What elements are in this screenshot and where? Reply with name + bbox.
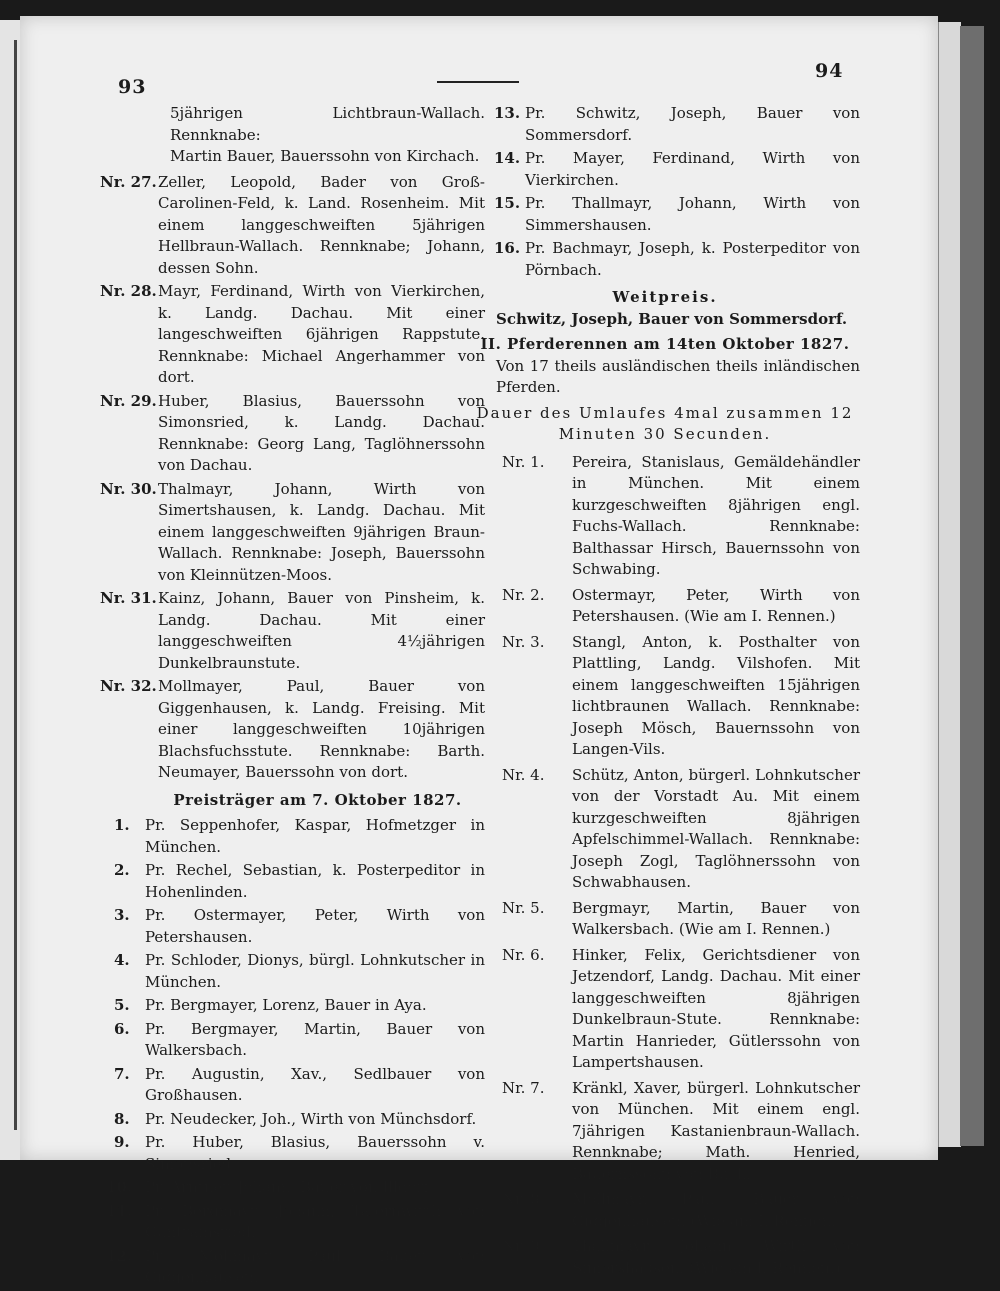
entry-label: Nr. 28. (100, 282, 157, 300)
entry-label: Nr. 29. (100, 391, 157, 410)
prize-label: 16. (494, 239, 521, 257)
prize-label: 6. (114, 1019, 130, 1038)
race-subheading: Von 17 theils ausländischen theils inländischen Pferden. (496, 356, 860, 396)
entry-text: Mayr, Ferdinand, Wirth von Vierkirchen, k. Landg. Dachau. Mit einer langeschweiften 6jährigen Rappstute. Rennknabe: Michael Angerhammer von dort. (158, 282, 485, 386)
page-number-right: 94 (815, 60, 844, 82)
entry-text: Ostermayr, Peter, Wirth von Petershausen. (Wie am I. Rennen.) (572, 585, 860, 625)
entry-text: Bergmayr, Martin, Bauer von Walkersbach. (Wie am I. Rennen.) (572, 898, 860, 938)
prize-10 (90, 1177, 485, 1199)
weitpreis-text: Schwitz, Joseph, Bauer von Sommersdorf. (496, 309, 848, 328)
prize-4 (90, 950, 485, 993)
prize-text: Pr. Schwitz, Joseph, Bauer von Sommersdorf. (525, 104, 860, 144)
page-stack-shadow (960, 26, 984, 1146)
entry-label: Nr. 9. (502, 1237, 545, 1255)
prize-text: Pr. Neudecker, Joh., Wirth von Münchsdorf. (145, 1109, 477, 1128)
entry-label: Nr. 2. (502, 585, 545, 604)
right-page-edge (938, 22, 961, 1147)
header-rule (437, 81, 519, 83)
entry-nr-30 (90, 479, 485, 587)
prize-label: 7. (114, 1064, 130, 1083)
prize-text: Pr. Rechel, Sebastian, k. Posterpeditor in Hohenlinden. (145, 861, 485, 901)
prize-label: 15. (494, 194, 521, 212)
prize-11 (90, 1201, 485, 1244)
entry-label: Nr. 31. (100, 589, 157, 607)
entry-label: Nr. 3. (502, 632, 545, 651)
prize-text: Pr. Bergmayer, Lorenz, Bauer in Aya. (145, 996, 427, 1014)
entry-text: Stangl, Anton, k. Posthalter von Plattling, Landg. Vilshofen. Mit einem langgeschweiften 15jährigen lichtbraunen Wallach. Rennknabe: Joseph Mösch, Bauernssohn von Langen-Vils. (572, 632, 860, 758)
entry-nr-27 (90, 172, 485, 280)
prize-text: Pr. Bergmayr, Johann, Tafernwirth von Guntramsried. (145, 1201, 485, 1241)
entry-label: Nr. 5. (502, 898, 545, 917)
prize-2 (90, 860, 485, 903)
entry-label: Nr. 30. (100, 479, 157, 498)
entry-nr-28 (90, 281, 485, 389)
prize-text: Pr. Thallmayr, Johann, Wirth von Simmershausen. (525, 194, 860, 234)
race-entry-6 (470, 945, 860, 1074)
entry-text: Thallmayr, Johann, Wirth von Simershausen. (Wie am I. Rennen.) (572, 1237, 860, 1277)
race-entry-7 (470, 1078, 860, 1186)
prize-8 (90, 1109, 485, 1131)
prize-label: 12. (106, 1246, 133, 1265)
race-entry-4 (470, 765, 860, 894)
prize-text: Pr. Mayer, Ferdinand, Wirth von Vierkirchen. (525, 149, 860, 189)
entry-text: Mollmayr, Paul, Bauer von Giggenhausen. (Wie am I. Rennen.) (572, 1190, 860, 1230)
prize-12 (90, 1246, 485, 1289)
prize-label: 11. (106, 1201, 133, 1220)
race-entry-3 (470, 632, 860, 761)
prize-16 (470, 238, 860, 281)
entry-text: Mollmayer, Paul, Bauer von Giggenhausen, k. Landg. Freising. Mit einer langgeschweiften 10jährigen Blachsfuchsstute. Rennknabe: Barth. Neumayer, Bauerssohn von dort. (158, 677, 485, 781)
prize-text: Pr. Ostermayer, Peter, Wirth von Petershausen. (145, 906, 485, 946)
weitpreis-heading: Weitpreis. (612, 288, 718, 306)
entry-text: Kainz, Johann, Bauer von Pinsheim, k. Landg. Dachau. Mit einer langgeschweiften 4½jährigen Dunkelbraunstute. (158, 589, 485, 672)
entry-text: Schütz, Anton, bürgerl. Lohnkutscher von der Vorstadt Au. Mit einem kurzgeschweiften 8jährigen Apfelschimmel-Wallach. Rennknabe: Joseph Zogl, Taglöhnerssohn von Schwabhausen. (572, 765, 860, 891)
prize-label: 9. (114, 1133, 130, 1151)
prize-text: Pr. Augustin, Xav., Sedlbauer von Großhausen. (145, 1064, 485, 1104)
prize-text: Pr. Mollmayr, Paul, Bauer von Giggenhausen. (145, 1246, 485, 1286)
prize-label: 4. (114, 951, 130, 969)
prize-text: Pr. Arntner, Johann, Bauer von Illdorf. (145, 1178, 434, 1196)
intro-line-1: 5jährigen Lichtbraun-Wallach. Rennknabe: (170, 104, 485, 144)
prize-3 (90, 905, 485, 948)
race-entry-8 (470, 1189, 860, 1232)
entry-text: Huber, Blasius, Bauerssohn von Simonsried, k. Landg. Dachau. Rennknabe: Georg Lang, Taglöhnerssohn von Dachau. (158, 391, 485, 474)
entry-label: Nr. 6. (502, 945, 545, 964)
race-heading: II. Pferderennen am 14ten Oktober 1827. (480, 335, 850, 353)
entry-nr-31 (90, 588, 485, 674)
prize-9 (90, 1132, 485, 1175)
entry-label: Nr. 8. (502, 1190, 545, 1208)
prize-label: 2. (114, 861, 130, 879)
left-column (90, 103, 485, 1291)
page-number-left: 93 (118, 76, 147, 98)
entry-label: Nr. 4. (502, 765, 545, 784)
duration-line-1: Dauer des Umlaufes 4mal zusammen 12 (476, 403, 854, 422)
prize-label: 5. (114, 996, 130, 1014)
entry-label: Nr. 1. (502, 452, 545, 471)
entry-text: Hinker, Felix, Gerichtsdiener von Jetzendorf, Landg. Dachau. Mit einer langgeschweiften 8jährigen Dunkelbraun-Stute. Rennknabe: Martin Hanrieder, Gütlerssohn von Lampertshausen. (572, 945, 860, 1071)
entry-label: Nr. 7. (502, 1078, 545, 1097)
entry-text: Thalmayr, Johann, Wirth von Simertshausen, k. Landg. Dachau. Mit einem langgeschweiften 9jährigen Braun-Wallach. Rennknabe: Joseph, Bauerssohn von Kleinnützen-Moos. (158, 479, 485, 584)
intro-line-2: Martin Bauer, Bauerssohn von Kirchach. (170, 147, 480, 165)
entry-text: Zeller, Leopold, Bader von Groß-Carolinen-Feld, k. Land. Rosenheim. Mit einem langgeschweiften 5jährigen Hellbraun-Wallach. Rennknabe; Johann, dessen Sohn. (158, 172, 485, 277)
prize-13 (470, 103, 860, 146)
prize-label: 3. (114, 906, 130, 924)
prize-15 (470, 193, 860, 236)
prize-label: 10. (106, 1178, 133, 1196)
entry-label: Nr. 32. (100, 677, 157, 695)
race-entry-5 (470, 898, 860, 941)
prize-text: Pr. Huber, Blasius, Bauerssohn v. Simonsried. (145, 1133, 485, 1173)
right-column (470, 103, 860, 1283)
race-entry-2 (470, 585, 860, 628)
race-entry-1 (470, 452, 860, 581)
duration-line-2: Minuten 30 Secunden. (558, 425, 772, 443)
entry-nr-29 (90, 391, 485, 477)
binding-line (14, 40, 17, 1130)
prize-heading: Preisträger am 7. Oktober 1827. (173, 790, 462, 809)
prize-14 (470, 148, 860, 191)
prize-text: Pr. Seppenhofer, Kaspar, Hofmetzger in München. (145, 816, 485, 856)
prize-5 (90, 995, 485, 1017)
prize-label: 8. (114, 1109, 130, 1128)
prize-text: Pr. Schloder, Dionys, bürgl. Lohnkutscher in München. (145, 951, 485, 991)
prize-7 (90, 1064, 485, 1107)
prize-text: Pr. Bergmayer, Martin, Bauer von Walkersbach. (145, 1019, 485, 1059)
prize-6 (90, 1019, 485, 1062)
race-entry-9 (470, 1236, 860, 1279)
entry-text: Pereira, Stanislaus, Gemäldehändler in München. Mit einem kurzgeschweiften 8jährigen engl. Fuchs-Wallach. Rennknabe: Balthassar Hirsch, Bauernssohn von Schwabing. (572, 452, 860, 578)
prize-1 (90, 815, 485, 858)
entry-label: Nr. 27. (100, 172, 157, 191)
entry-nr-32 (90, 676, 485, 784)
prize-text: Pr. Bachmayr, Joseph, k. Posterpeditor von Pörnbach. (525, 239, 860, 279)
prize-label: 13. (494, 104, 521, 122)
prize-label: 1. (114, 816, 130, 834)
prize-label: 14. (494, 149, 521, 167)
entry-text: Kränkl, Xaver, bürgerl. Lohnkutscher von München. Mit einem engl. 7jährigen Kastanienbraun-Wallach. Rennknabe; Math. Henried, Bauernssohn von Buch. (572, 1078, 860, 1183)
